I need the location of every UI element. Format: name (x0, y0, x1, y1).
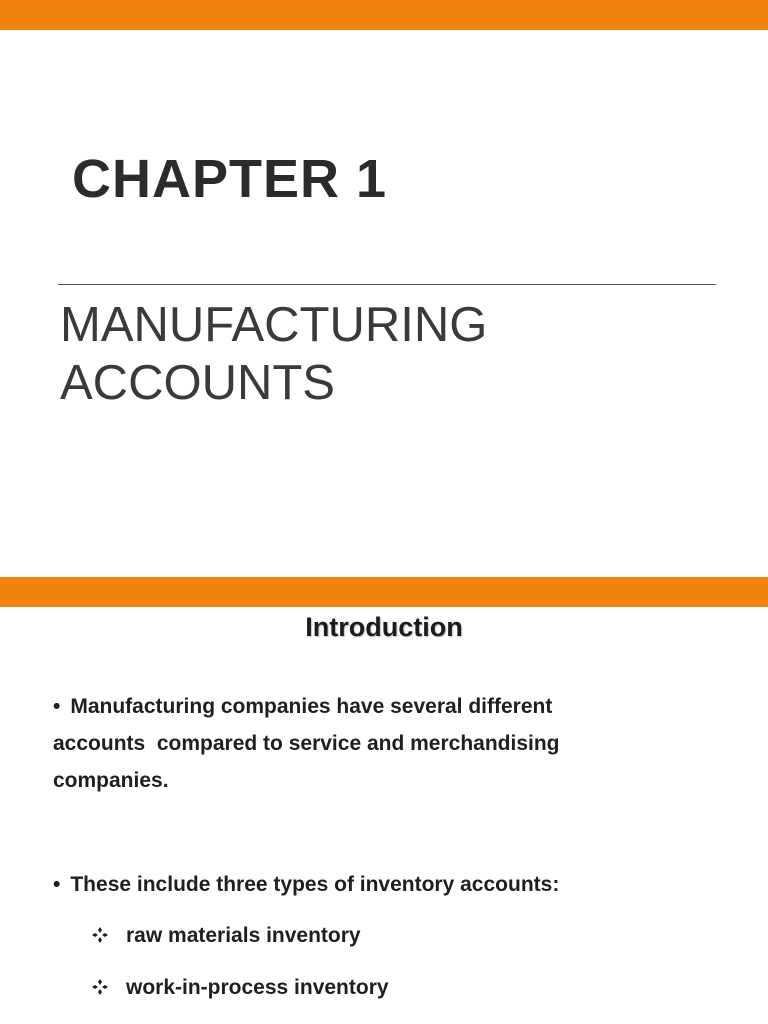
sub-list-item (92, 973, 389, 1003)
bullet-line: accounts compared to service and merchandising (53, 732, 560, 755)
top-accent-band (0, 0, 768, 30)
four-diamond-bullet-icon (92, 927, 108, 943)
sub-list-item (92, 921, 361, 951)
bullet-line (53, 688, 560, 725)
bullet-dot-icon: • (53, 695, 61, 718)
bullet-dot-icon: • (53, 873, 61, 896)
sub-item-text: work-in-process inventory (126, 976, 389, 999)
bullet-line-text: These include three types of inventory accounts: (70, 873, 560, 896)
subtitle-line: ACCOUNTS (60, 356, 335, 410)
bullet-line (53, 866, 559, 903)
section-accent-band (0, 577, 768, 607)
bullet-line: companies. (53, 769, 169, 792)
subtitle-line: MANUFACTURING (60, 298, 488, 352)
chapter-title: CHAPTER 1 (72, 149, 388, 209)
section-heading: Introduction (305, 612, 463, 642)
sub-item-text: raw materials inventory (126, 924, 361, 947)
bullet-item (53, 688, 560, 799)
title-divider (58, 284, 716, 285)
chapter-subtitle (60, 296, 487, 412)
bullet-line-text: Manufacturing companies have several different (70, 695, 553, 718)
bullet-item (53, 866, 559, 903)
four-diamond-bullet-icon (92, 979, 108, 995)
